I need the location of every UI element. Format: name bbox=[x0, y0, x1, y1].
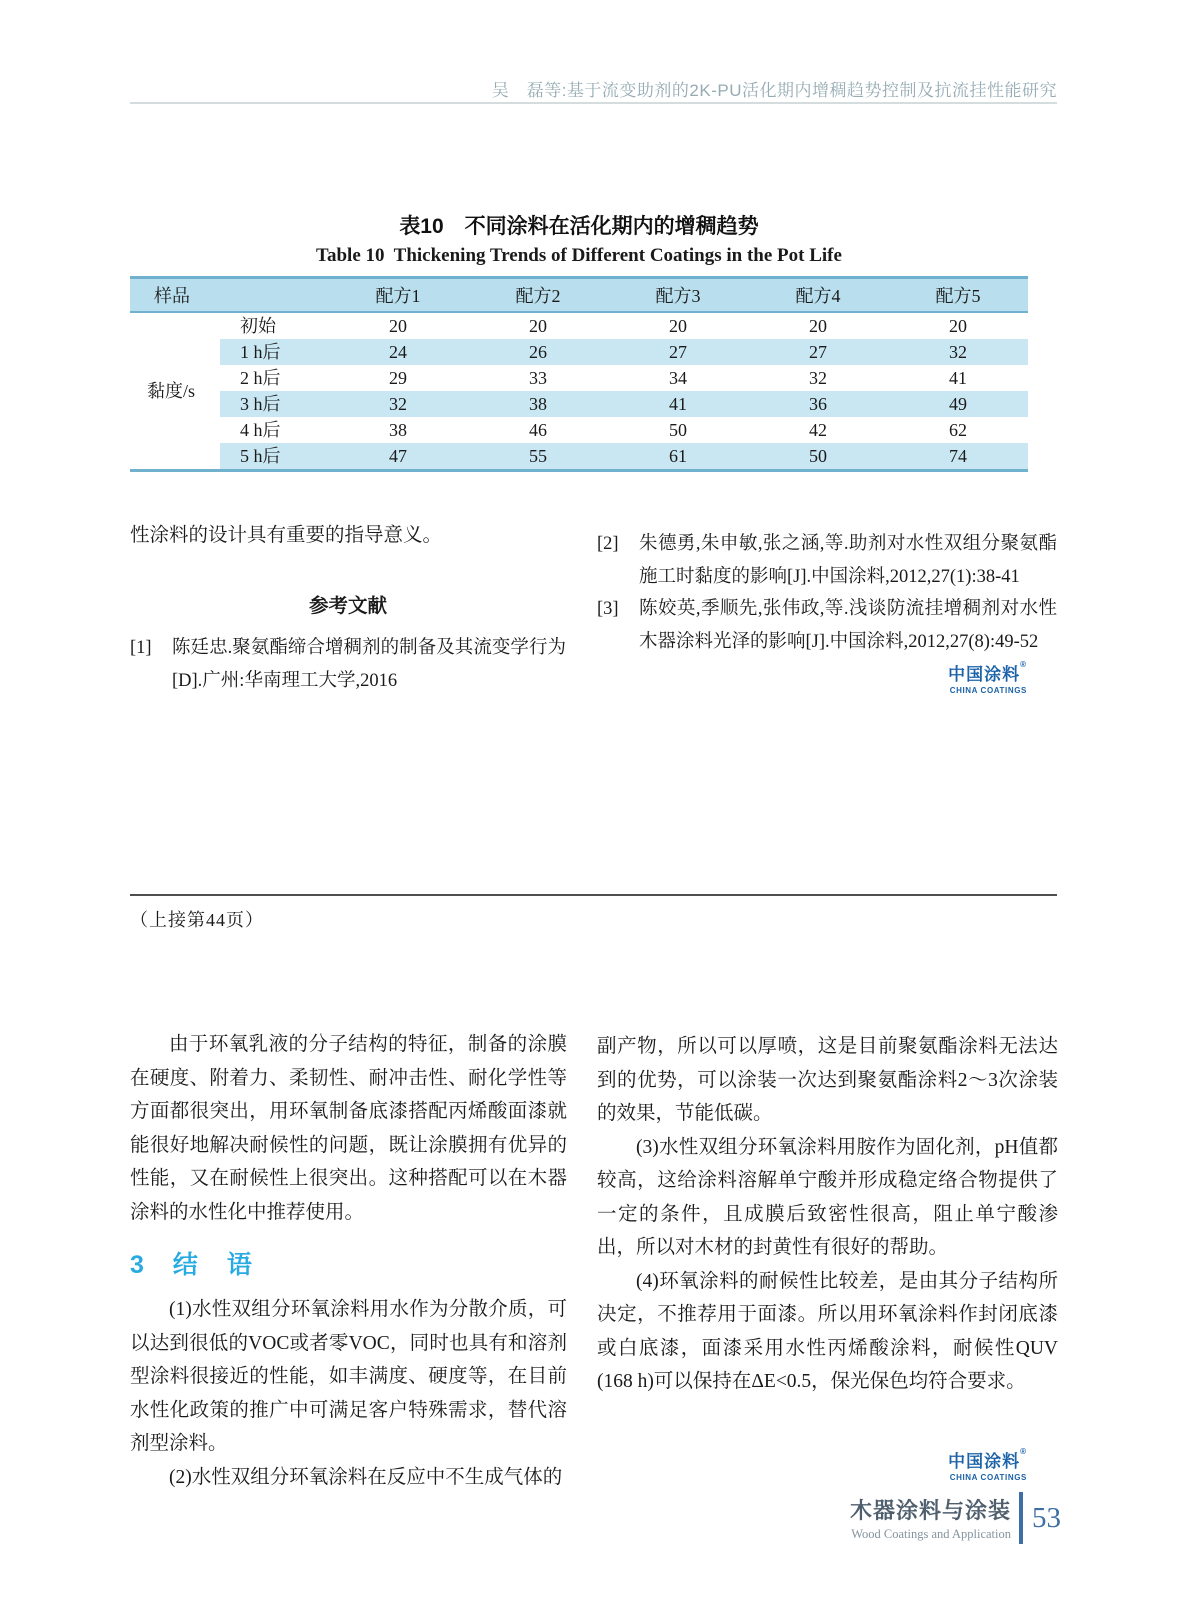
row-label: 1 h后 bbox=[240, 342, 281, 362]
thickening-trends-table bbox=[130, 276, 1028, 472]
references-left-column bbox=[130, 520, 566, 697]
table-row: 初始 20 20 20 20 20 bbox=[130, 313, 1028, 339]
table-title-en: Table 10 Thickening Trends of Different Coatings in the Pot Life bbox=[316, 245, 842, 266]
body-paragraph: (3)水性双组分环氧涂料用胺作为固化剂，pH值都较高，这给涂料溶解单宁酸并形成稳定络合物提供了一定的条件，且成膜后致密性很高，阻止单宁酸渗出，所以对木材的封黄性有很好的帮助。 bbox=[597, 1136, 1058, 1258]
continuation-note: （上接第44页） bbox=[130, 910, 264, 930]
body-paragraph: (2)水性双组分环氧涂料在反应中不生成气体的 bbox=[169, 1466, 563, 1488]
footer-divider-bar bbox=[1019, 1492, 1023, 1544]
table-header-formula-1: 配方1 bbox=[375, 286, 421, 306]
conclusion-heading: 3 结 语 bbox=[130, 1251, 254, 1279]
registered-mark: ® bbox=[1020, 1447, 1027, 1456]
body-right-column bbox=[597, 1030, 1058, 1399]
table-header-formula-4: 配方4 bbox=[795, 286, 841, 306]
table-row: 2 h后 29 33 34 32 41 bbox=[130, 365, 1028, 391]
page-footer bbox=[850, 1492, 1061, 1544]
body-paragraph: (4)环氧涂料的耐候性比较差，是由其分子结构所决定，不推荐用于面漆。所以用环氧涂料作封闭底漆或白底漆，面漆采用水性丙烯酸涂料，耐候性QUV (168 h)可以保持在ΔE<0.5，保光保色均符合要求。 bbox=[597, 1270, 1058, 1392]
table-10-block bbox=[130, 210, 1028, 472]
body-left-column bbox=[130, 1028, 567, 1494]
references-heading: 参考文献 bbox=[308, 595, 387, 617]
china-coatings-logo: 中国涂料® CHINA COATINGS bbox=[948, 660, 1027, 695]
table-row: 4 h后 38 46 50 42 62 bbox=[130, 417, 1028, 443]
running-head-title: 吴 磊等:基于流变助剂的2K-PU活化期内增稠趋势控制及抗流挂性能研究 bbox=[491, 81, 1057, 100]
row-group-label-viscosity: 黏度/s bbox=[147, 381, 196, 401]
closing-sentence: 性涂料的设计具有重要的指导意义。 bbox=[130, 525, 443, 546]
table-header-row bbox=[130, 279, 1028, 313]
row-label: 3 h后 bbox=[240, 394, 281, 414]
row-label: 初始 bbox=[240, 316, 276, 336]
journal-name-en: Wood Coatings and Application bbox=[851, 1527, 1011, 1541]
table-row: 3 h后 32 38 41 36 49 bbox=[130, 391, 1028, 417]
header-rule bbox=[130, 102, 1057, 104]
table-header-formula-5: 配方5 bbox=[935, 286, 981, 306]
reference-1: [1] 陈廷忠.聚氨酯缔合增稠剂的制备及其流变学行为[D].广州:华南理工大学,2016 bbox=[130, 638, 566, 691]
reference-2: [2] 朱德勇,朱申敏,张之涵,等.助剂对水性双组分聚氨酯施工时黏度的影响[J].中国涂料,2012,27(1):38-41 bbox=[597, 534, 1057, 587]
table-header-sample: 样品 bbox=[154, 286, 190, 306]
table-row: 5 h后 47 55 61 50 74 bbox=[130, 443, 1028, 469]
references-right-column bbox=[597, 528, 1057, 695]
body-paragraph: (1)水性双组分环氧涂料用水作为分散介质，可以达到很低的VOC或者零VOC，同时也具有和溶剂型涂料很接近的性能，如丰满度、硬度等，在目前水性化政策的推广中可满足客户特殊需求，替代溶剂型涂料。 bbox=[130, 1299, 567, 1454]
body-paragraph: 由于环氧乳液的分子结构的特征，制备的涂膜在硬度、附着力、柔韧性、耐冲击性、耐化学性等方面都很突出，用环氧制备底漆搭配丙烯酸面漆就能很好地解决耐候性的问题，既让涂膜拥有优异的性能，又在耐候性上很突出。这种搭配可以在木器涂料的水性化中推荐使用。 bbox=[130, 1034, 567, 1223]
table-title-cn: 表10 不同涂料在活化期内的增稠趋势 bbox=[399, 215, 759, 238]
reference-3: [3] 陈姣英,季顺先,张伟政,等.浅谈防流挂增稠剂对水性木器涂料光泽的影响[J].中国涂料,2012,27(8):49-52 bbox=[597, 599, 1057, 652]
table-header-formula-2: 配方2 bbox=[515, 286, 561, 306]
section-divider bbox=[130, 894, 1057, 896]
page-number: 53 bbox=[1032, 1501, 1061, 1534]
registered-mark: ® bbox=[1020, 660, 1027, 669]
china-coatings-logo: 中国涂料® CHINA COATINGS bbox=[948, 1447, 1027, 1482]
journal-name-cn: 木器涂料与涂装 bbox=[849, 1498, 1011, 1523]
row-label: 4 h后 bbox=[240, 420, 281, 440]
table-row: 1 h后 24 26 27 27 32 bbox=[130, 339, 1028, 365]
table-header-formula-3: 配方3 bbox=[655, 286, 701, 306]
row-label: 2 h后 bbox=[240, 368, 281, 388]
row-label: 5 h后 bbox=[240, 446, 281, 466]
body-paragraph: 副产物，所以可以厚喷，这是目前聚氨酯涂料无法达到的优势，可以涂装一次达到聚氨酯涂料2～3次涂装的效果，节能低碳。 bbox=[597, 1036, 1058, 1124]
